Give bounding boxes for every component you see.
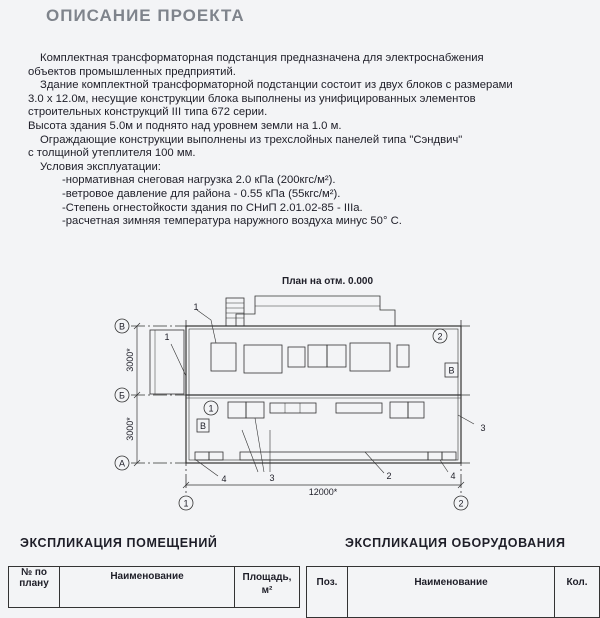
description-line: Ограждающие конструкции выполнены из трехслойных панелей типа "Сэндвич" <box>40 133 463 146</box>
equipment-cabinet <box>270 403 316 413</box>
table-header-row <box>9 567 300 608</box>
description-line: 3.0 х 12.0м, несущие конструкции блока выполнены из унифицированных элементов <box>28 92 476 105</box>
description-line: объектов промышленных предприятий. <box>28 65 236 78</box>
dimension-bottom-block: 3000* <box>125 417 135 441</box>
col-header-name: Наименование <box>348 567 555 618</box>
callout-1: 1 <box>193 302 199 312</box>
room-label-v: В <box>448 365 455 376</box>
equipment-cabinet <box>336 403 382 413</box>
callout-3: 3 <box>480 423 486 433</box>
table-header-row <box>307 567 600 618</box>
description-line: Высота здания 5.0м и поднято над уровнем земли на 1.0 м. <box>28 119 342 132</box>
condition-item: -Степень огнестойкости здания по СНиП 2.01.02-85 - IIIa. <box>62 201 363 214</box>
equipment-table-title: ЭКСПЛИКАЦИЯ ОБОРУДОВАНИЯ <box>345 536 566 550</box>
callout-4: 4 <box>221 474 227 484</box>
condition-item: -ветровое давление для района - 0.55 кПа (55кгс/м²). <box>62 187 341 200</box>
equipment-cabinet <box>288 347 305 367</box>
equipment-cabinet <box>390 402 408 418</box>
leader-line <box>255 418 264 472</box>
plan-title: План на отм. 0.000 <box>282 276 374 287</box>
callout-1: 1 <box>164 332 170 342</box>
axis-label-b: Б <box>119 390 125 401</box>
equipment-cabinet <box>327 345 346 367</box>
leader-line <box>196 460 218 476</box>
equipment-cabinet <box>428 452 442 460</box>
col-header-area: Площадь, м² <box>235 567 300 608</box>
dimension-top-block: 3000* <box>125 348 135 372</box>
leader-line <box>242 430 258 472</box>
equipment-cabinet <box>350 343 390 371</box>
col-header-position: Поз. <box>307 567 348 618</box>
callout-3: 3 <box>269 473 275 483</box>
room-number-1: 1 <box>208 403 214 414</box>
conditions-title: Условия эксплуатации: <box>40 160 161 173</box>
equipment-cabinet <box>246 402 264 418</box>
room-label-v: В <box>199 421 207 431</box>
roof-outline <box>236 296 395 326</box>
equipment-cabinet <box>308 345 327 367</box>
stair <box>226 298 244 326</box>
axis-label-a: А <box>118 458 126 469</box>
description-line: Комплектная трансформаторная подстанция предназначена для электроснабжения <box>40 52 484 64</box>
equipment-cabinet <box>397 345 409 367</box>
rooms-table-title: ЭКСПЛИКАЦИЯ ПОМЕЩЕНИЙ <box>20 536 218 550</box>
callout-4: 4 <box>450 471 456 481</box>
equipment-cabinet <box>408 402 424 418</box>
equipment-cabinet <box>244 345 282 373</box>
callout-2: 2 <box>386 471 392 481</box>
col-header-number: № по плану <box>9 567 60 608</box>
dimension-length: 12000* <box>308 487 338 497</box>
condition-item: -нормативная снеговая нагрузка 2.0 кПа (200кгс/м²). <box>62 174 336 187</box>
equipment-cabinet <box>228 402 246 418</box>
equipment-cabinet <box>442 452 456 460</box>
equipment-cabinet <box>195 452 209 460</box>
page-title: ОПИСАНИЕ ПРОЕКТА <box>46 6 245 25</box>
room-number-2: 2 <box>437 331 443 342</box>
rooms-table <box>8 566 300 608</box>
condition-item: -расчетная зимняя температура наружного воздуха минус 50° С. <box>62 215 402 228</box>
description-line: Здание комплектной трансформаторной подстанции состоит из двух блоков с размерами <box>40 79 513 92</box>
col-header-name: Наименование <box>60 567 235 608</box>
axis-label-v: В <box>118 321 126 332</box>
axis-label-1: 1 <box>183 498 189 509</box>
leader-line <box>440 460 448 472</box>
equipment-table <box>306 566 600 618</box>
col-header-quantity: Кол. <box>555 567 600 618</box>
description-line: с толщиной утеплителя 100 мм. <box>28 147 196 160</box>
equipment-cabinet-row <box>240 452 428 460</box>
description-line: строительных конструкций III типа 672 серии. <box>28 106 268 119</box>
equipment-cabinet <box>209 452 223 460</box>
equipment-cabinet <box>211 343 236 371</box>
axis-label-2: 2 <box>458 498 464 509</box>
